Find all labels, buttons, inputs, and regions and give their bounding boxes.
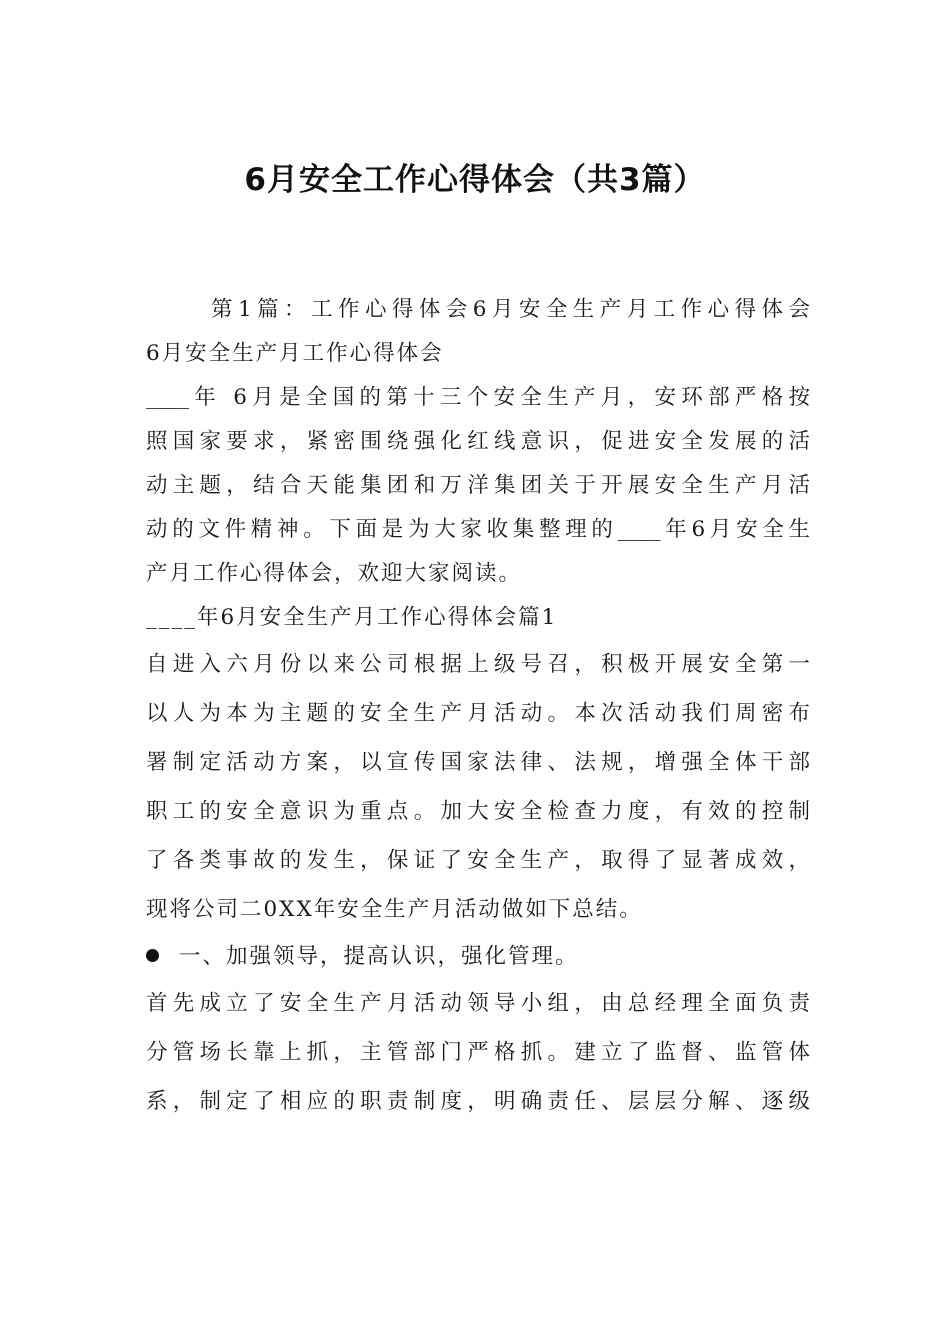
paragraph-line: 产月工作心得体会，欢迎大家阅读。 (146, 561, 523, 586)
paragraph-line: 照国家要求，紧密围绕强化红线意识，促进安全发展的活 (146, 429, 810, 454)
bullet-text: 一、加强领导，提高认识，强化管理。 (179, 944, 579, 969)
paragraph-line: 现将公司二0XX年安全生产月活动做如下总结。 (146, 897, 643, 922)
paragraph-line: 了各类事故的发生，保证了安全生产，取得了显著成效， (146, 848, 810, 873)
subtitle-line: 6月安全生产月工作心得体会 (146, 341, 444, 366)
document-title: 6月安全工作心得体会（共3篇） (244, 162, 706, 198)
section-heading: ____年6月安全生产月工作心得体会篇1 (146, 605, 558, 630)
chapter-heading: 第1篇：工作心得体会6月安全生产月工作心得体会 (211, 297, 810, 322)
paragraph-line: ____年 6月是全国的第十三个安全生产月，安环部严格按 (146, 385, 810, 410)
paragraph-line: 自进入六月份以来公司根据上级号召，积极开展安全第一 (146, 652, 810, 677)
paragraph-line: 分管场长靠上抓，主管部门严格抓。建立了监督、监管体 (146, 1040, 810, 1065)
paragraph-line: 系，制定了相应的职责制度，明确责任、层层分解、逐级 (146, 1089, 810, 1114)
paragraph-line: 署制定活动方案，以宣传国家法律、法规，增强全体干部 (146, 750, 810, 775)
paragraph-line: 首先成立了安全生产月活动领导小组，由总经理全面负责 (146, 991, 810, 1016)
bullet-item (146, 934, 810, 979)
paragraph-line: 以人为本为主题的安全生产月活动。本次活动我们周密布 (146, 701, 810, 726)
bullet-dot-icon (146, 949, 159, 962)
paragraph-line: 动的文件精神。下面是为大家收集整理的____年6月安全生 (146, 517, 810, 542)
paragraph-line: 职工的安全意识为重点。加大安全检查力度，有效的控制 (146, 799, 810, 824)
document-body (146, 288, 810, 1126)
paragraph-line: 动主题，结合天能集团和万洋集团关于开展安全生产月活 (146, 473, 810, 498)
